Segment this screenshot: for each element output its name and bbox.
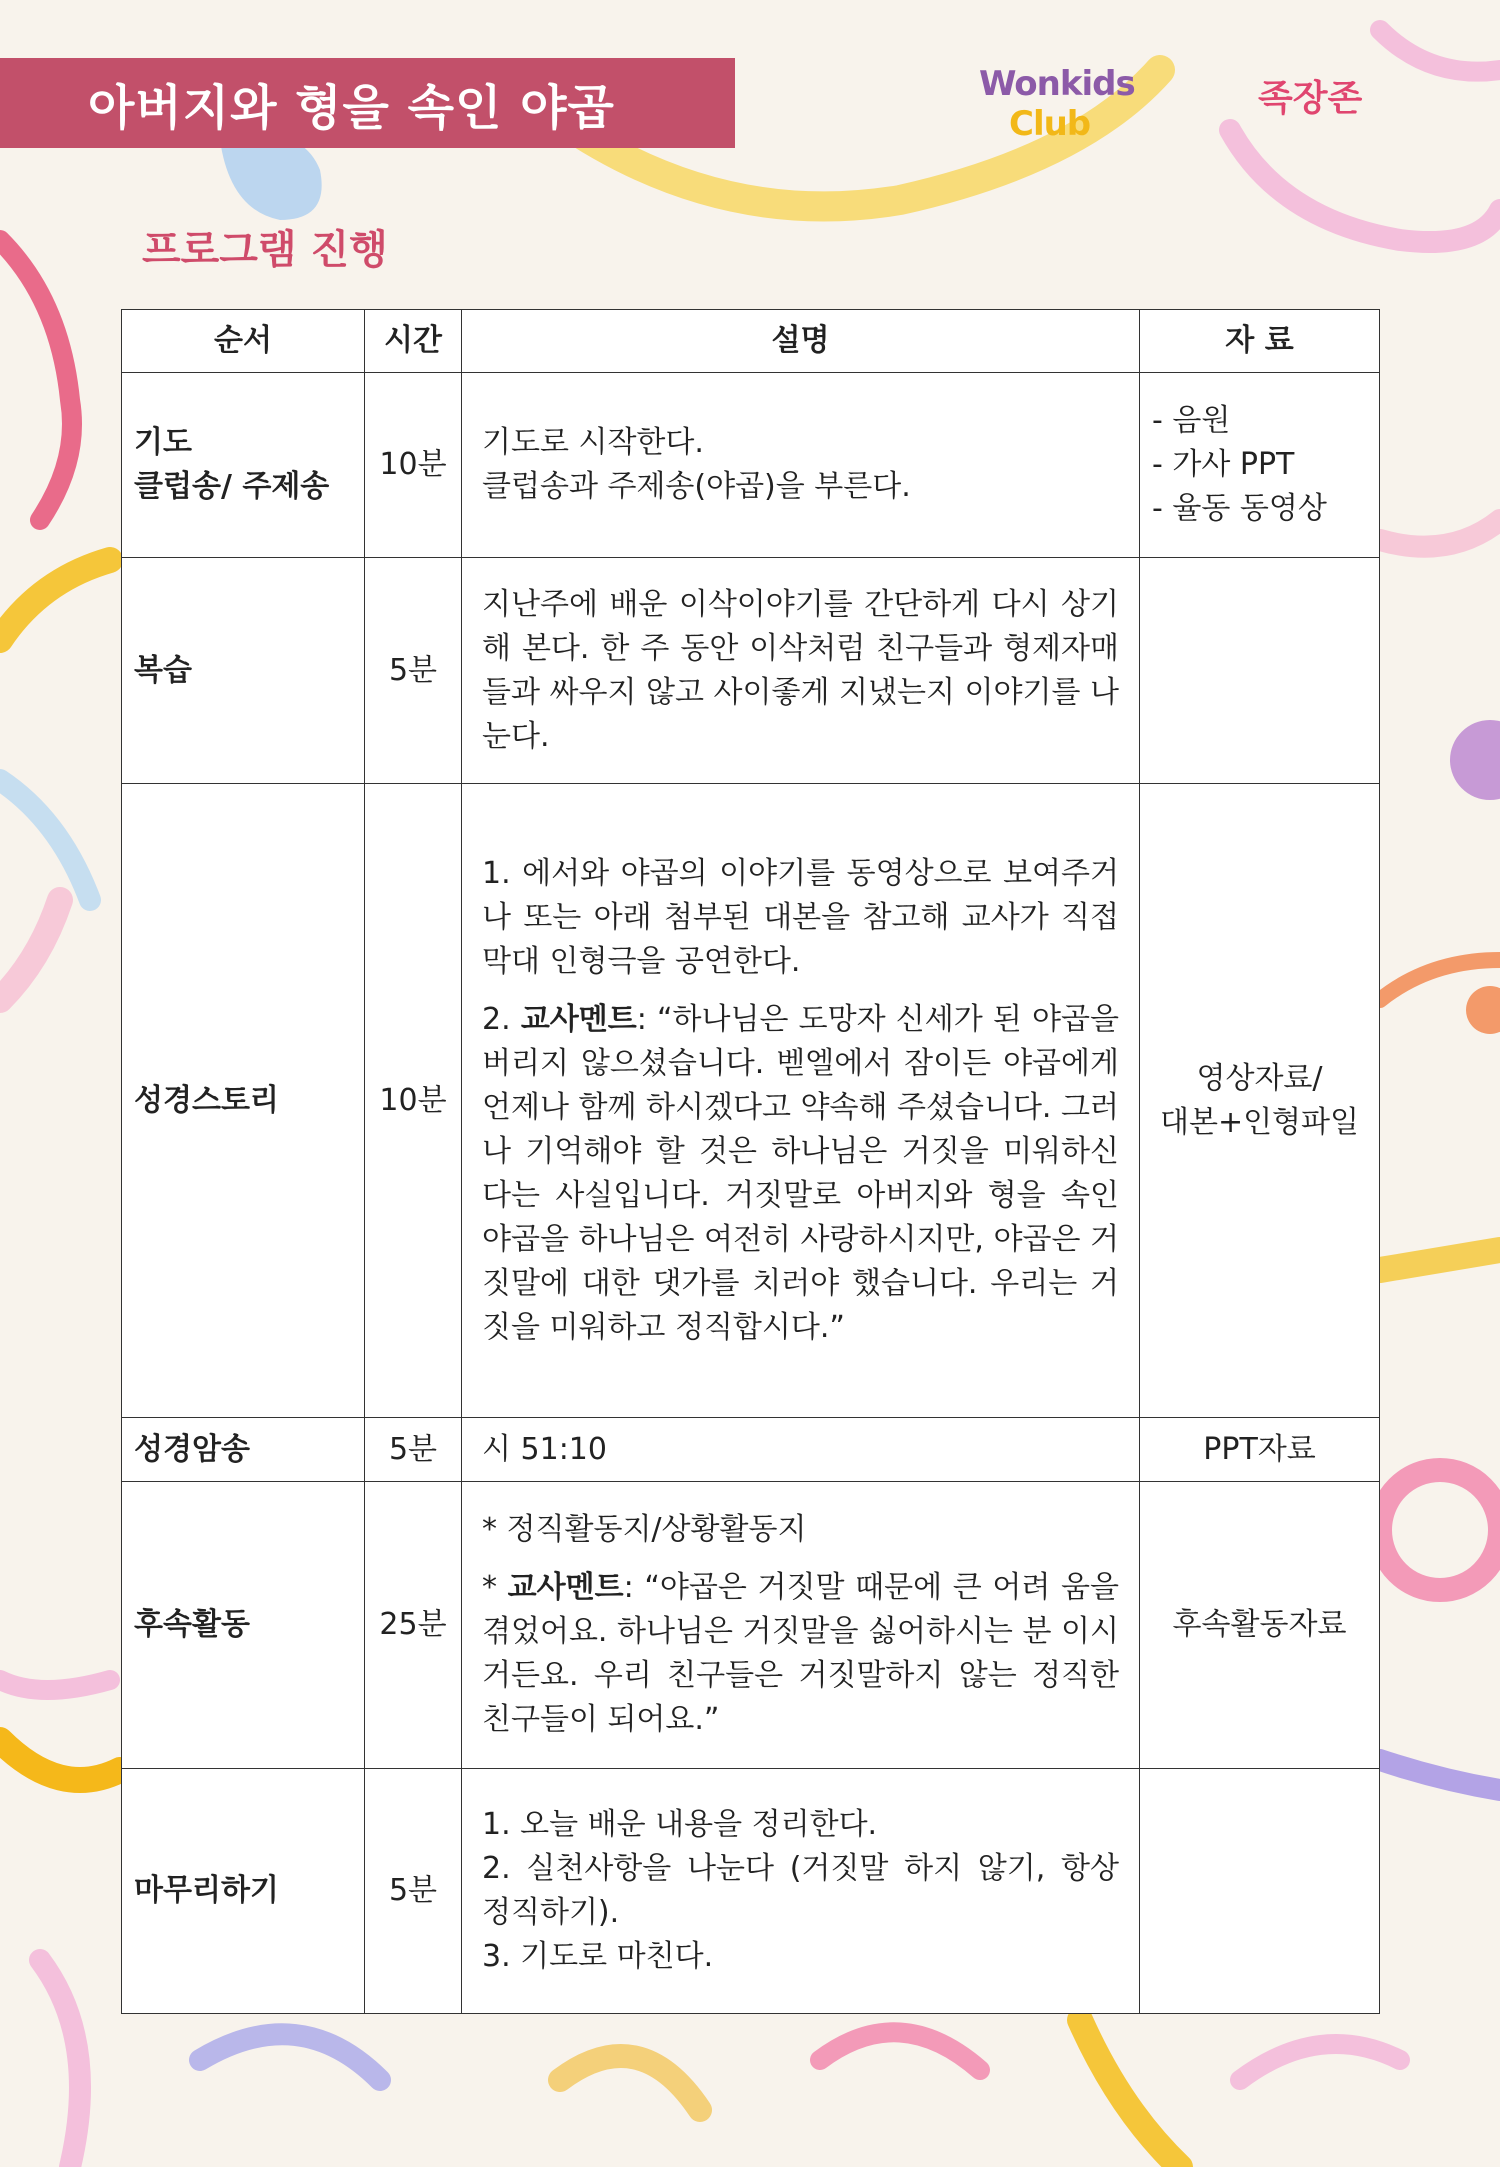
material-item: PPT자료 xyxy=(1203,1431,1316,1467)
row-time: 5분 xyxy=(365,1769,462,2014)
desc-line: 시 51:10 xyxy=(482,1431,607,1467)
material-item: 영상자료/ xyxy=(1196,1060,1323,1096)
page-title: 아버지와 형을 속인 야곱 xyxy=(88,79,615,136)
desc-paragraph: 지난주에 배운 이삭이야기를 간단하게 다시 상기해 본다. 한 주 동안 이삭처럼 친구들과 형제자매들과 싸우지 않고 사이좋게 지냈는지 이야기를 나눈다. xyxy=(482,586,1119,754)
row-time: 5분 xyxy=(365,1418,462,1482)
desc-prefix: 2. xyxy=(482,1001,521,1037)
row-materials xyxy=(1140,558,1380,784)
row-description xyxy=(462,1482,1140,1769)
table-row xyxy=(122,784,1380,1418)
row-description xyxy=(462,1769,1140,2014)
title-banner xyxy=(0,58,735,148)
order-line: 마무리하기 xyxy=(134,1873,279,1908)
table-row xyxy=(122,1482,1380,1769)
row-order xyxy=(122,1418,365,1482)
material-item: 대본+인형파일 xyxy=(1159,1104,1360,1140)
table-header-row xyxy=(122,310,1380,373)
table-row xyxy=(122,1418,1380,1482)
section-subtitle: 프로그램 진행 xyxy=(142,227,388,273)
order-line: 복습 xyxy=(134,652,192,688)
material-item: - 가사 PPT xyxy=(1152,447,1295,482)
row-materials xyxy=(1140,1482,1380,1769)
row-time: 5분 xyxy=(365,558,462,784)
teacher-comment-label: 교사멘트 xyxy=(520,1001,637,1037)
desc-line: 3. 기도로 마친다. xyxy=(482,1939,714,1974)
table-row xyxy=(122,1769,1380,2014)
header-description: 설명 xyxy=(462,310,1140,373)
row-time: 10분 xyxy=(365,784,462,1418)
row-materials xyxy=(1140,373,1380,558)
row-materials xyxy=(1140,1418,1380,1482)
header-order: 순서 xyxy=(122,310,365,373)
order-line: 클럽송/ 주제송 xyxy=(134,469,330,504)
header-time: 시간 xyxy=(365,310,462,373)
desc-line: 1. 오늘 배운 내용을 정리한다. xyxy=(482,1807,878,1842)
desc-line: 클럽송과 주제송(야곱)을 부른다. xyxy=(482,469,911,504)
material-item: - 율동 동영상 xyxy=(1152,491,1327,526)
logo-text-wonkids: Wonkids xyxy=(979,64,1135,104)
desc-line: 기도로 시작한다. xyxy=(482,425,704,460)
row-description xyxy=(462,1418,1140,1482)
teacher-comment-text: : “하나님은 도망자 신세가 된 야곱을 버리지 않으셨습니다. 벧엘에서 잠이든 야곱에게 언제나 함께 하시겠다고 약속해 주셨습니다. 그러나 기억해야 할 것은 하나님은 거짓을 미워하신 다는 사실입니다. 거짓말로 아버지와 형을 속인 야곱을 하나님은 여전히 사랑하시지만, 야곱은 거짓말에 대한 댓가를 치러야 했습니다. 우리는 거짓을 미워하고 정직합시다.” xyxy=(482,1001,1119,1345)
desc-paragraph xyxy=(482,998,1119,1350)
order-line: 후속활동 xyxy=(134,1607,250,1642)
desc-paragraph: * 정직활동지/상황활동지 xyxy=(482,1512,807,1547)
desc-paragraph: 1. 에서와 야곱의 이야기를 동영상으로 보여주거나 또는 아래 첨부된 대본을 참고해 교사가 직접 막대 인형극을 공연한다. xyxy=(482,855,1119,979)
material-item: - 음원 xyxy=(1152,403,1231,438)
teacher-comment-text: : “야곱은 거짓말 때문에 큰 어려 움을 겪었어요. 하나님은 거짓말을 싫어하시는 분 이시거든요. 우리 친구들은 거짓말하지 않는 정직한 친구들이 되어요.” xyxy=(482,1570,1119,1737)
row-description xyxy=(462,373,1140,558)
row-description xyxy=(462,558,1140,784)
order-line: 성경암송 xyxy=(134,1431,250,1467)
row-materials xyxy=(1140,784,1380,1418)
header-materials: 자 료 xyxy=(1140,310,1380,373)
row-order xyxy=(122,1482,365,1769)
material-item: 후속활동자료 xyxy=(1172,1607,1347,1642)
row-materials xyxy=(1140,1769,1380,2014)
teacher-comment-label: 교사멘트 xyxy=(507,1570,624,1605)
row-order xyxy=(122,373,365,558)
wonkids-club-logo xyxy=(975,60,1135,148)
desc-prefix: * xyxy=(482,1570,508,1605)
table-row xyxy=(122,558,1380,784)
row-description xyxy=(462,784,1140,1418)
order-line: 기도 xyxy=(134,425,192,460)
row-order xyxy=(122,784,365,1418)
desc-line: 2. 실천사항을 나눈다 (거짓말 하지 않기, 항상 정직하기). xyxy=(482,1851,1119,1930)
order-line: 성경스토리 xyxy=(134,1082,279,1118)
section-tag: 족장존 xyxy=(1258,78,1363,119)
row-order xyxy=(122,1769,365,2014)
row-time: 25분 xyxy=(365,1482,462,1769)
desc-paragraph xyxy=(482,1566,1119,1742)
table-row xyxy=(122,373,1380,558)
program-table xyxy=(121,309,1380,2014)
row-time: 10분 xyxy=(365,373,462,558)
row-order xyxy=(122,558,365,784)
logo-text-club: Club xyxy=(1009,104,1091,144)
